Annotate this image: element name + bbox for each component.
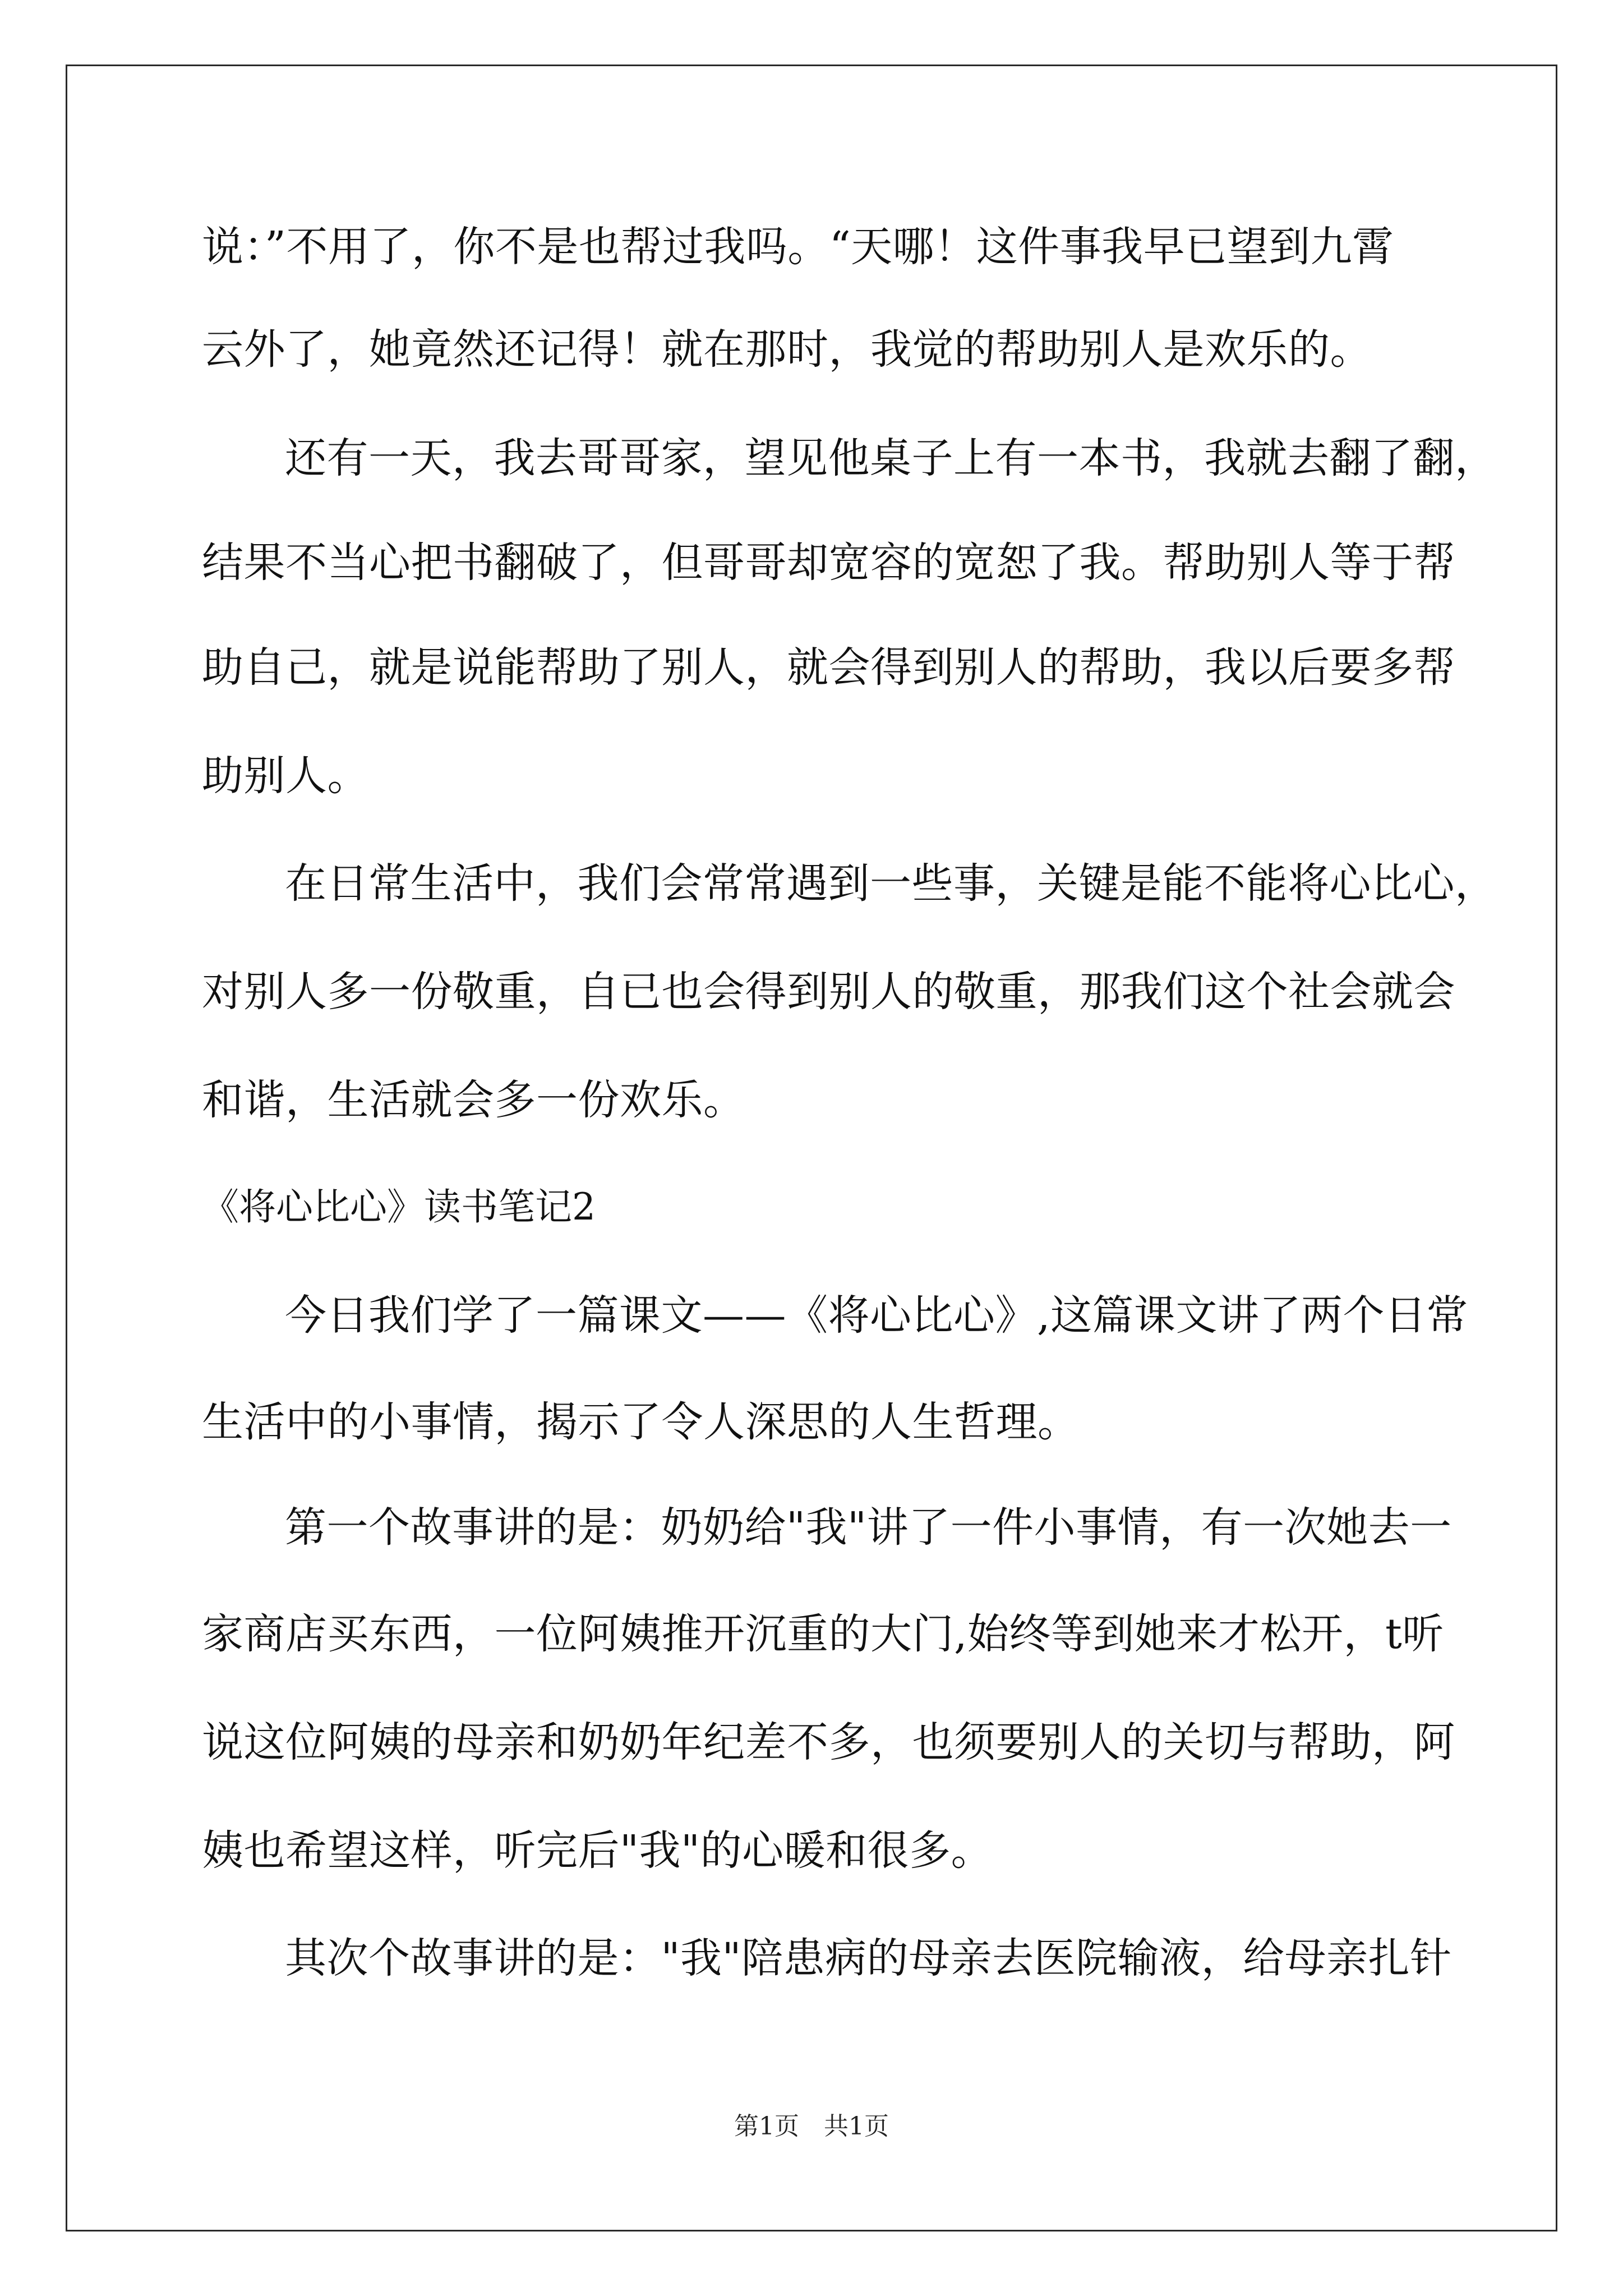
text-line-7: 在日常生活中，我们会常常遇到一些事，关键是能不能将心比心， bbox=[285, 859, 1497, 908]
page-border bbox=[66, 65, 1557, 2231]
text-line-8: 对别人多一份敬重，自已也会得到别人的敬重，那我们这个社会就会 bbox=[202, 968, 1455, 1016]
section-heading: 《将心比心》读书笔记2 bbox=[202, 1185, 596, 1228]
text-line-14: 家商店买东西，一位阿姨推开沉重的大门,始终等到她来才松开，t听 bbox=[202, 1610, 1444, 1658]
text-line-6: 助别人。 bbox=[202, 752, 369, 800]
page-number-footer: 第1页 共1页 bbox=[734, 2112, 889, 2141]
text-line-2: 云外了，她竟然还记得！就在那时，我觉的帮助别人是欢乐的。 bbox=[202, 325, 1372, 374]
text-line-1: 说：”不用了，你不是也帮过我吗。“天哪！这件事我早已望到九霄 bbox=[202, 223, 1394, 271]
text-line-12: 生活中的小事情，揭示了令人深思的人生哲理。 bbox=[202, 1398, 1080, 1446]
text-line-16: 姨也希望这样，听完后"我"的心暖和很多。 bbox=[202, 1826, 993, 1875]
text-line-13: 第一个故事讲的是：奶奶给"我"讲了一件小事情，有一次她去一 bbox=[285, 1503, 1452, 1552]
text-line-11: 今日我们学了一篇课文——《将心比心》,这篇课文讲了两个日常 bbox=[285, 1291, 1469, 1340]
text-line-15: 说这位阿姨的母亲和奶奶年纪差不多，也须要别人的关切与帮助，阿 bbox=[202, 1718, 1455, 1766]
text-line-4: 结果不当心把书翻破了，但哥哥却宽容的宽恕了我。帮助别人等于帮 bbox=[202, 539, 1455, 587]
text-line-3: 还有一天，我去哥哥家，望见他桌子上有一本书，我就去翻了翻， bbox=[285, 434, 1497, 482]
text-line-5: 助自己，就是说能帮助了别人，就会得到别人的帮助，我以后要多帮 bbox=[202, 643, 1455, 692]
text-line-9: 和谐，生活就会多一份欢乐。 bbox=[202, 1076, 745, 1124]
text-line-17: 其次个故事讲的是："我"陪患病的母亲去医院输液，给母亲扎针 bbox=[285, 1934, 1452, 1982]
